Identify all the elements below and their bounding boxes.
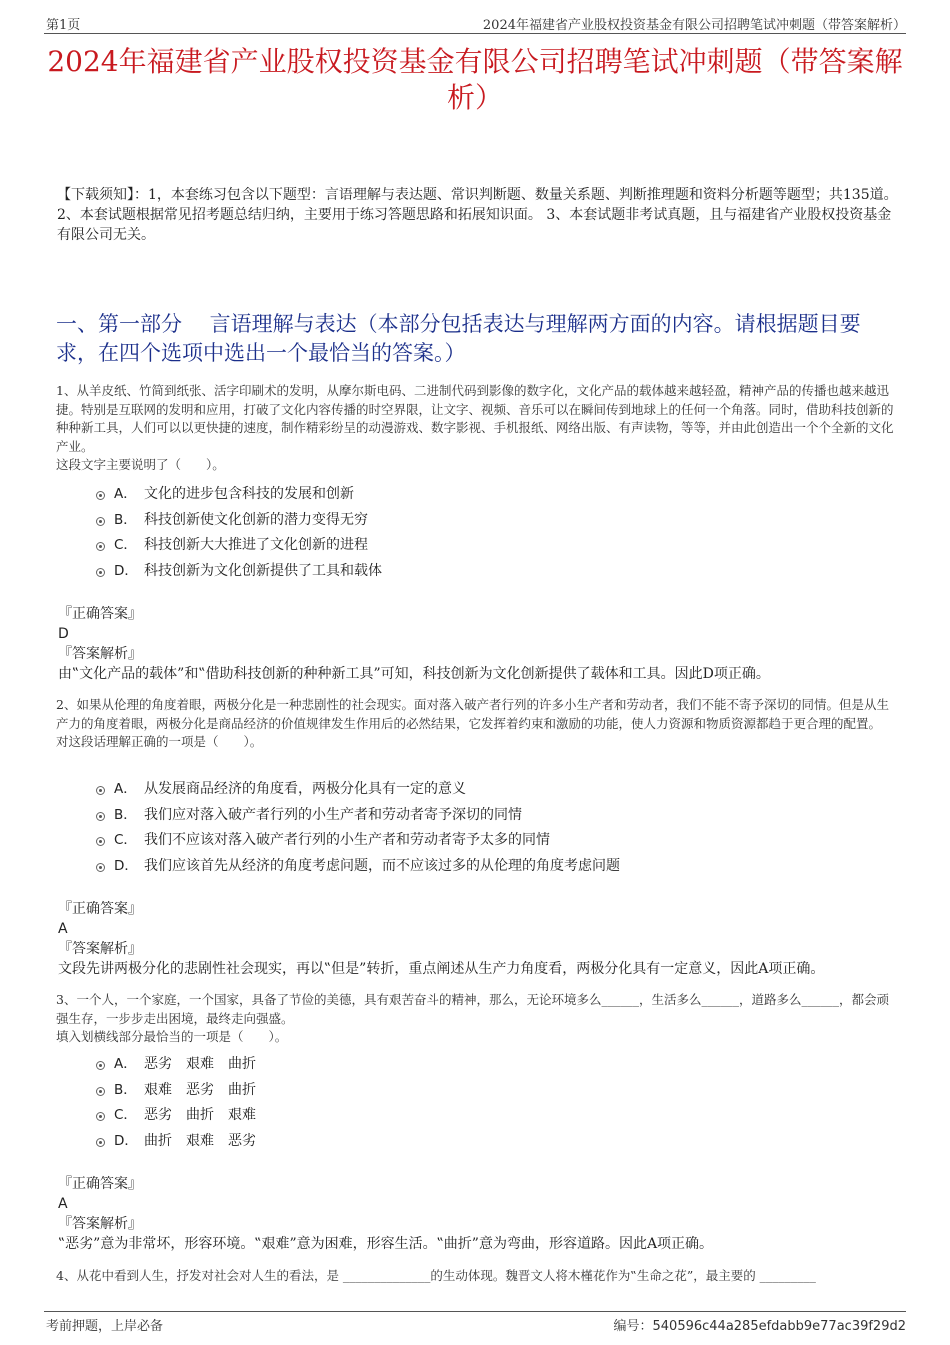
question-2 (56, 696, 898, 751)
question-stem: 4、从花中看到人生，抒发对社会对人生的看法，是 ______________的生动体现。魏晋文人将木槿花作为‟生命之花”，最主要的 _________ (56, 1268, 816, 1283)
correct-answer-label: 『正确答案』 (58, 606, 142, 622)
option-letter: D． (114, 1133, 138, 1150)
options-group-q3 (96, 1052, 876, 1155)
option-text: 恶劣 曲折 艰难 (144, 1107, 256, 1124)
option-d[interactable] (96, 854, 876, 880)
options-group-q1 (96, 482, 876, 585)
option-letter: A． (114, 781, 137, 797)
option-letter: C． (114, 537, 137, 554)
option-letter: D． (114, 858, 138, 875)
section-heading: 一、第一部分 言语理解与表达（本部分包括表达与理解两方面的内容。请根据题目要求，在四个选项中选出一个最恰当的答案。） (56, 312, 861, 365)
analysis-text: 由‟文化产品的载体”和‟借助科技创新的种种新工具”可知，科技创新为文化创新提供了载体和工具。因此D项正确。 (58, 666, 770, 682)
analysis-label: 『答案解析』 (58, 1216, 142, 1232)
option-a[interactable] (96, 1052, 876, 1078)
radio-button[interactable] (96, 1112, 105, 1121)
option-letter: C． (114, 832, 137, 849)
analysis-label: 『答案解析』 (58, 941, 142, 957)
option-text: 我们应对落入破产者行列的小生产者和劳动者寄予深切的同情 (144, 806, 522, 823)
question-1 (56, 382, 898, 474)
option-letter: A． (114, 1056, 137, 1072)
radio-button[interactable] (96, 837, 105, 846)
question-stem: 1、从羊皮纸、竹简到纸张、活字印刷术的发明，从摩尔斯电码、二进制代码到影像的数字化，文化产品的载体越来越轻盈，精神产品的传播也越来越迅捷。特别是互联网的发明和应用，打破了文化内容传播的时空界限，让文字、视频、音乐可以在瞬间传到地球上的任何一个角落。同时，借助科技创新的种种新工具，人们可以以更快捷的速度，制作精彩纷呈的动漫游戏、数字影视、手机报纸、网络出版、有声读物，等等，并由此创造出一个个全新的文化产业。 (56, 383, 894, 454)
radio-button[interactable] (96, 1138, 105, 1147)
correct-answer-value: D (58, 626, 69, 642)
option-text: 从发展商品经济的角度看，两极分化具有一定的意义 (144, 781, 466, 797)
option-b[interactable] (96, 803, 876, 829)
question-3 (56, 991, 898, 1046)
correct-answer-value: A (58, 1196, 68, 1212)
option-letter: A． (114, 486, 137, 502)
document-title: 2024年福建省产业股权投资基金有限公司招聘笔试冲刺题（带答案解析） (47, 45, 903, 114)
answer-block-q1 (58, 604, 770, 684)
option-letter: B． (114, 806, 137, 823)
option-letter: D． (114, 563, 138, 580)
radio-button[interactable] (96, 568, 105, 577)
answer-block-q3 (58, 1174, 713, 1254)
correct-answer-label: 『正确答案』 (58, 901, 142, 917)
radio-button[interactable] (96, 491, 105, 500)
radio-button[interactable] (96, 1061, 105, 1070)
option-c[interactable] (96, 828, 876, 854)
page-number: 第1页 (46, 18, 81, 33)
option-a[interactable] (96, 482, 876, 508)
option-text: 恶劣 艰难 曲折 (144, 1056, 256, 1072)
question-prompt: 对这段话理解正确的一项是（ ）。 (56, 734, 263, 749)
option-b[interactable] (96, 508, 876, 534)
options-group-q2 (96, 777, 876, 880)
footer-slogan: 考前押题，上岸必备 (46, 1319, 164, 1334)
answer-block-q2 (58, 899, 824, 979)
option-text: 艰难 恶劣 曲折 (144, 1081, 256, 1098)
question-stem: 2、如果从伦理的角度着眼，两极分化是一种悲剧性的社会现实。面对落入破产者行列的许多小生产者和劳动者，我们不能不寄予深切的同情。但是从生产力的角度着眼，两极分化是商品经济的价值规律发生作用后的必然结果，它发挥着约束和激励的功能，使人力资源和物质资源都趋于更合理的配置。 (56, 697, 889, 731)
option-text: 科技创新大大推进了文化创新的进程 (144, 537, 368, 554)
analysis-label: 『答案解析』 (58, 646, 142, 662)
question-prompt: 填入划横线部分最恰当的一项是（ ）。 (56, 1029, 288, 1044)
header-divider (44, 33, 906, 34)
analysis-text: 文段先讲两极分化的悲剧性社会现实，再以‟但是”转折，重点阐述从生产力角度看，两极分化具有一定意义，因此A项正确。 (58, 961, 825, 977)
correct-answer-value: A (58, 921, 68, 937)
option-letter: C． (114, 1107, 137, 1124)
option-text: 科技创新为文化创新提供了工具和载体 (144, 563, 382, 580)
document-id (613, 1315, 906, 1334)
option-text: 文化的进步包含科技的发展和创新 (144, 486, 354, 502)
option-letter: B． (114, 511, 137, 528)
radio-button[interactable] (96, 1087, 105, 1096)
option-c[interactable] (96, 533, 876, 559)
download-notice: 【下载须知】：1，本套练习包含以下题型：言语理解与表达题、常识判断题、数量关系题、判断推理题和资料分析题等题型；共135道。 2、本套试题根据常见招考题总结归纳，主要用于练习答题思路和拓展知识面。 3、本套试题非考试真题，且与福建省产业股权投资基金有限公司无关。 (57, 187, 898, 243)
option-a[interactable] (96, 777, 876, 803)
option-d[interactable] (96, 559, 876, 585)
footer-divider (44, 1311, 906, 1312)
question-stem: 3、一个人，一个家庭，一个国家，具备了节俭的美德，具有艰苦奋斗的精神，那么，无论环境多么______，生活多么______，道路多么______，都会顽强生存，一步步走出困境，最终走向强盛。 (56, 992, 889, 1026)
option-text: 我们应该首先从经济的角度考虑问题，而不应该过多的从伦理的角度考虑问题 (144, 858, 620, 875)
option-c[interactable] (96, 1103, 876, 1129)
correct-answer-label: 『正确答案』 (58, 1176, 142, 1192)
question-4 (56, 1267, 898, 1286)
analysis-text: ‟恶劣”意为非常坏，形容环境。‟艰难”意为困难，形容生活。‟曲折”意为弯曲，形容道路。因此A项正确。 (58, 1236, 714, 1252)
document-id-value: 540596c44a285efdabb9e77ac39f29d2 (652, 1319, 906, 1334)
radio-button[interactable] (96, 517, 105, 526)
question-prompt: 这段文字主要说明了（ ）。 (56, 457, 225, 472)
option-d[interactable] (96, 1129, 876, 1155)
option-letter: B． (114, 1081, 137, 1098)
radio-button[interactable] (96, 542, 105, 551)
option-text: 曲折 艰难 恶劣 (144, 1133, 256, 1150)
document-id-label: 编号： (613, 1319, 653, 1334)
radio-button[interactable] (96, 786, 105, 795)
option-text: 我们不应该对落入破产者行列的小生产者和劳动者寄予太多的同情 (144, 832, 550, 849)
option-text: 科技创新使文化创新的潜力变得无穷 (144, 511, 368, 528)
option-b[interactable] (96, 1078, 876, 1104)
radio-button[interactable] (96, 863, 105, 872)
radio-button[interactable] (96, 812, 105, 821)
running-header-title: 2024年福建省产业股权投资基金有限公司招聘笔试冲刺题（带答案解析） (482, 18, 906, 33)
